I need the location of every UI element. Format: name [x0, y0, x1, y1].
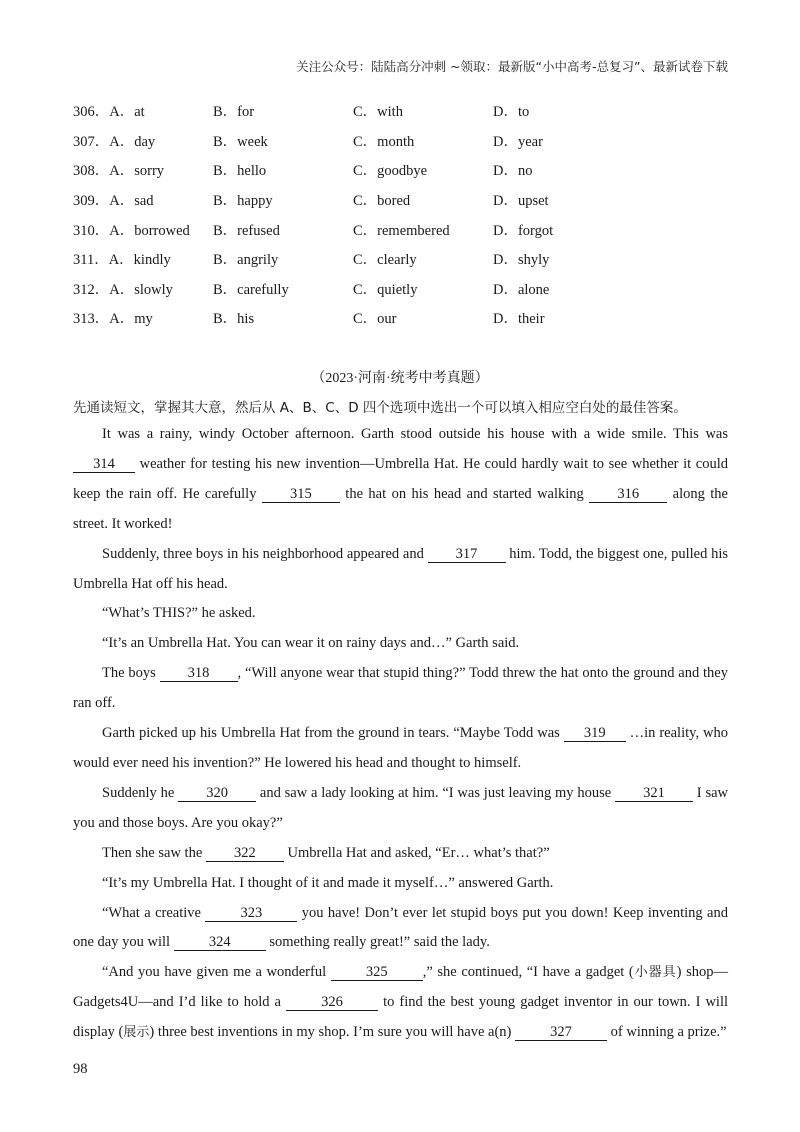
paragraph: “It’s an Umbrella Hat. You can wear it on rainy days and…” Garth said. [102, 635, 520, 652]
passage-text: of winning a prize.” [607, 1024, 727, 1041]
option-a: 312．A．slowly [73, 281, 173, 298]
option-c: C．clearly [353, 252, 417, 269]
passage-text: ,” she continued, “I have a gadget ( [422, 964, 634, 981]
passage-text: him. Todd, the biggest one, pulled his Umbrella Hat off his head. [73, 545, 728, 592]
blank-320: 320 [178, 785, 256, 802]
passage-text: ) shop—Gadgets4U—and I’d like to hold a [73, 964, 728, 1011]
blank-314: 314 [73, 456, 135, 473]
option-b: B．for [213, 104, 255, 121]
passage-text: It was a rainy, windy October afternoon. Garth stood outside his house with a wide smile. This was [102, 426, 728, 442]
option-c: C．month [353, 133, 415, 150]
option-b: B．angrily [213, 252, 279, 269]
page-number: 98 [73, 1061, 88, 1077]
option-row [73, 126, 733, 156]
option-d: D．to [493, 104, 530, 121]
passage-text: “And you have given me a wonderful [102, 964, 331, 981]
option-row [73, 155, 733, 185]
option-row [73, 303, 733, 333]
option-b: B．refused [213, 222, 280, 239]
option-c: C．our [353, 311, 397, 328]
paragraph [73, 839, 728, 869]
blank-323: 323 [205, 905, 297, 922]
option-d: D．year [493, 133, 543, 150]
paragraph [73, 420, 728, 540]
passage-text: the hat on his head and started walking [339, 485, 590, 502]
option-d: D．forgot [493, 222, 554, 239]
gloss-text: 展示 [123, 1025, 150, 1041]
blank-319: 319 [564, 725, 626, 742]
blank-326: 326 [286, 994, 378, 1011]
option-c: C．bored [353, 193, 411, 210]
option-row [73, 185, 733, 215]
passage-text: to find the best young gadget inventor in our town. I will display ( [73, 994, 728, 1041]
blank-318: 318 [160, 665, 238, 682]
passage-text: I saw you and those boys. Are you okay?” [73, 784, 728, 831]
option-b: B．hello [213, 163, 267, 180]
option-row [73, 96, 733, 126]
passage-text: along the street. It worked! [73, 485, 728, 532]
passage-text: weather for testing his new invention—Umbrella Hat. He could hardly wait to see whether it could keep the rain off. He carefully [73, 455, 728, 502]
blank-325: 325 [331, 964, 423, 981]
blank-317: 317 [428, 546, 506, 563]
passage-text: ) three best inventions in my shop. I’m sure you will have a(n) [149, 1024, 516, 1041]
blank-324: 324 [174, 934, 266, 951]
paragraph [73, 899, 728, 959]
option-c: C．goodbye [353, 163, 428, 180]
passage-text: Umbrella Hat and asked, “Er… what’s that?” [283, 844, 550, 861]
page-header-banner: 关注公众号：陆陆高分冲刺 ~领取：最新版“小中高考-总复习”、最新试卷下载 [296, 59, 728, 74]
passage-text: and saw a lady looking at him. “I was just leaving my house [256, 784, 615, 801]
option-b: B．his [213, 311, 255, 328]
option-b: B．week [213, 133, 268, 150]
option-d: D．shyly [493, 252, 550, 269]
option-c: C．quietly [353, 281, 418, 298]
paragraph [73, 719, 728, 779]
paragraph [73, 659, 728, 719]
instruction-text: 先通读短文，掌握其大意，然后从 A、B、C、D 四个选项中选出一个可以填入相应空白处的最佳答案。 [73, 400, 687, 416]
blank-327: 327 [515, 1024, 607, 1041]
paragraph [73, 540, 728, 600]
option-d: D．alone [493, 281, 550, 298]
answer-options-list [73, 96, 733, 333]
option-d: D．no [493, 163, 533, 180]
option-a: 311．A．kindly [73, 252, 171, 269]
passage-text: something really great!” said the lady. [265, 934, 490, 951]
blank-321: 321 [615, 785, 693, 802]
option-a: 309．A．sad [73, 193, 154, 210]
cloze-passage [73, 420, 728, 1048]
option-a: 308．A．sorry [73, 163, 165, 180]
blank-322: 322 [206, 845, 284, 862]
passage-text: “What a creative [102, 904, 206, 921]
paragraph: “What’s THIS?” he asked. [102, 605, 256, 622]
passage-text: Suddenly he [102, 784, 179, 801]
option-row [73, 214, 733, 244]
option-c: C．remembered [353, 222, 450, 239]
gloss-text: 小器具 [633, 965, 677, 981]
option-d: D．upset [493, 193, 549, 210]
passage-text: Garth picked up his Umbrella Hat from the ground in tears. “Maybe Todd was [102, 725, 564, 742]
option-a: 307．A．day [73, 133, 156, 150]
option-b: B．happy [213, 193, 273, 210]
option-c: C．with [353, 104, 403, 121]
blank-315: 315 [262, 486, 340, 503]
passage-text: you have! Don’t ever let stupid boys put you down! Keep inventing and one day you will [73, 904, 728, 951]
option-a: 313．A．my [73, 311, 153, 328]
option-a: 310．A．borrowed [73, 222, 190, 239]
passage-text: …in reality, who would ever need his invention?” He lowered his head and thought to himself. [73, 725, 728, 771]
option-row [73, 244, 733, 274]
paragraph [73, 958, 728, 1048]
passage-text: The boys [102, 665, 160, 682]
option-d: D．their [493, 311, 545, 328]
blank-316: 316 [589, 486, 667, 503]
paragraph: “It’s my Umbrella Hat. I thought of it and made it myself…” answered Garth. [102, 874, 554, 891]
paragraph [73, 779, 728, 839]
option-row [73, 274, 733, 304]
option-b: B．carefully [213, 281, 289, 298]
passage-text: Then she saw the [102, 844, 206, 861]
passage-text: Suddenly, three boys in his neighborhood appeared and [102, 545, 428, 562]
exam-source-label: （2023·河南·统考中考真题） [311, 371, 489, 386]
option-a: 306．A．at [73, 104, 145, 121]
passage-text: , “Will anyone wear that stupid thing?” Todd threw the hat onto the ground and they ran off. [73, 665, 728, 712]
